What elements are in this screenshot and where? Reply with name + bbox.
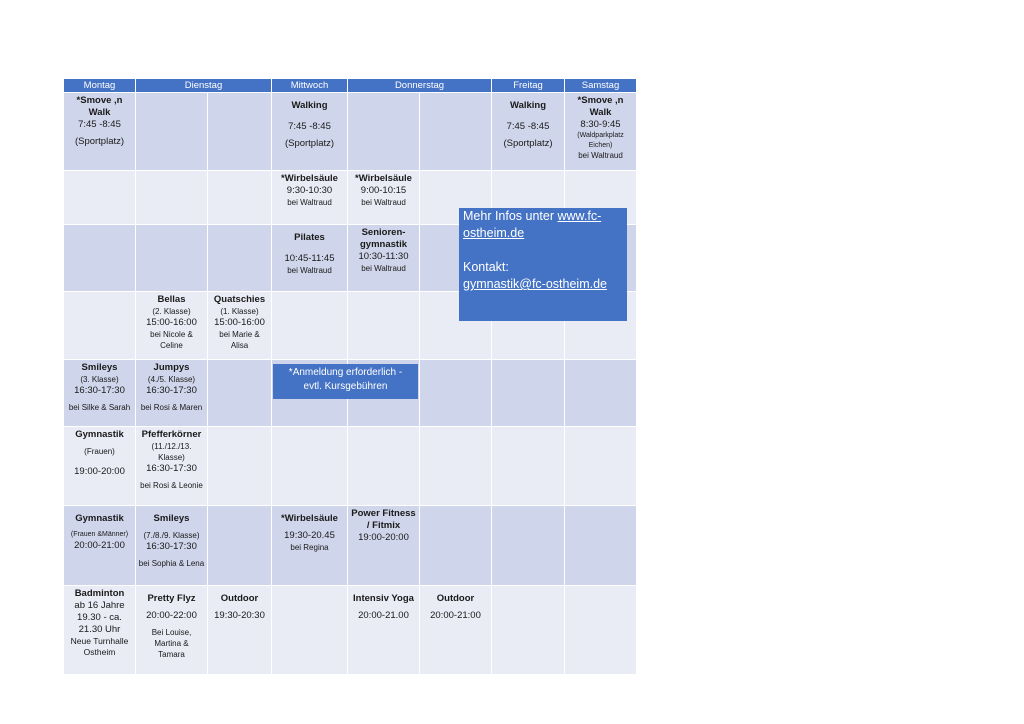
empty-cell	[348, 292, 420, 360]
course-cell	[136, 292, 208, 360]
course-name: Gymnastik	[75, 429, 124, 440]
table-row	[64, 506, 637, 586]
course-cell	[565, 93, 637, 171]
course-detail: (Frauen)	[84, 447, 115, 456]
course-cell	[348, 225, 420, 292]
course-time: 10:30-11:30	[358, 251, 409, 262]
empty-cell	[64, 292, 136, 360]
website-link[interactable]: www.fc-	[557, 209, 602, 223]
empty-cell	[208, 427, 272, 506]
course-cell	[136, 360, 208, 427]
course-time: 16:30-17:30	[146, 463, 197, 474]
course-trainer: bei Silke & Sarah	[68, 403, 131, 412]
contact-label: Kontakt:	[463, 260, 509, 274]
course-place: (Sportplatz)	[503, 138, 553, 149]
registration-note	[273, 364, 418, 399]
course-time: 21.30 Uhr	[78, 624, 121, 635]
empty-cell	[208, 225, 272, 292]
course-cell	[348, 586, 420, 675]
empty-cell	[208, 93, 272, 171]
course-time: 16:30-17:30	[74, 385, 125, 396]
course-cell	[272, 93, 348, 171]
course-name: Outdoor	[220, 593, 259, 604]
course-name: Intensiv Yoga	[353, 593, 414, 604]
course-time: 7:45 -8:45	[506, 121, 550, 132]
course-detail: (Frauen &Männer)	[70, 531, 129, 538]
course-detail: ab 16 Jahre	[74, 600, 125, 611]
header-row	[64, 79, 637, 93]
day-header-thursday: Donnerstag	[348, 79, 492, 93]
course-cell	[492, 93, 565, 171]
course-name: Pfefferkörner	[141, 429, 202, 440]
empty-cell	[565, 506, 637, 586]
course-cell	[64, 427, 136, 506]
course-cell	[272, 225, 348, 292]
course-name: Badminton	[74, 588, 125, 599]
empty-cell	[565, 586, 637, 675]
empty-cell	[565, 427, 637, 506]
empty-cell	[492, 427, 565, 506]
course-place: (Sportplatz)	[74, 136, 125, 147]
course-name: *Smove ,n Walk	[76, 95, 123, 118]
course-place: Neue Turnhalle Ostheim	[70, 636, 129, 657]
course-cell	[208, 586, 272, 675]
info-box	[459, 208, 627, 321]
course-name: Pilates	[294, 232, 325, 243]
website-link-continued[interactable]: ostheim.de	[463, 226, 525, 240]
course-time: 19:00-20:00	[74, 466, 125, 477]
course-name: Walking	[509, 100, 547, 111]
empty-cell	[136, 171, 208, 225]
course-time: 7:45 -8:45	[78, 119, 121, 130]
empty-cell	[492, 360, 565, 427]
course-detail: (3. Klasse)	[80, 375, 119, 384]
course-trainer: Bei Louise, Martina & Tamara	[151, 628, 192, 659]
course-detail: (11./12./13. Klasse)	[151, 442, 192, 462]
course-name: Walking	[291, 100, 328, 111]
course-cell	[64, 93, 136, 171]
course-name: Quatschies	[213, 294, 266, 305]
course-time: 10:45-11:45	[284, 253, 335, 264]
course-trainer: bei Waltraud	[287, 198, 332, 207]
empty-cell	[136, 93, 208, 171]
course-cell	[272, 171, 348, 225]
course-name: Gymnastik	[75, 513, 124, 524]
course-trainer: bei Rosi & Maren	[140, 403, 203, 412]
course-time: 7:45 -8:45	[288, 121, 331, 132]
course-time: 19:30-20:30	[214, 610, 265, 621]
course-cell	[348, 171, 420, 225]
empty-cell	[64, 225, 136, 292]
course-name: *Wirbelsäule	[281, 513, 338, 524]
course-trainer: bei Marie & Alisa	[219, 330, 260, 350]
course-trainer: bei Rosi & Leonie	[140, 481, 203, 490]
empty-cell	[348, 93, 420, 171]
table-row	[64, 427, 637, 506]
course-name: Pretty Flyz	[147, 593, 196, 604]
day-header-tuesday: Dienstag	[136, 79, 272, 93]
course-detail: (1. Klasse)	[220, 307, 259, 316]
course-time: 20:00-21:00	[430, 610, 481, 621]
course-time: 9:00-10:15	[360, 185, 407, 196]
empty-cell	[272, 586, 348, 675]
course-place: (Sportplatz)	[284, 138, 335, 149]
day-header-wednesday: Mittwoch	[272, 79, 348, 93]
course-time: 20:00-21.00	[358, 610, 409, 621]
course-time: 15:00-16:00	[214, 317, 265, 328]
course-trainer: bei Regina	[290, 543, 329, 552]
course-cell	[64, 506, 136, 586]
empty-cell	[272, 427, 348, 506]
course-detail: (4./5. Klasse)	[147, 375, 196, 384]
course-name: *Wirbelsäule	[355, 173, 412, 184]
day-header-saturday: Samstag	[565, 79, 637, 93]
empty-cell	[420, 360, 492, 427]
course-name: *Smove ,n Walk	[577, 95, 624, 118]
empty-cell	[348, 427, 420, 506]
empty-cell	[420, 427, 492, 506]
empty-cell	[208, 360, 272, 427]
empty-cell	[420, 506, 492, 586]
empty-cell	[492, 506, 565, 586]
empty-cell	[208, 506, 272, 586]
course-name: Senioren-gymnastik	[360, 227, 407, 250]
day-header-friday: Freitag	[492, 79, 565, 93]
course-name: Smileys	[153, 513, 190, 524]
info-text: Mehr Infos unter	[463, 209, 555, 223]
course-time: 16:30-17:30	[146, 385, 197, 396]
table-row	[64, 586, 637, 675]
course-time: 20:00-22:00	[146, 610, 197, 621]
course-cell	[64, 360, 136, 427]
course-cell	[136, 586, 208, 675]
course-time: 8:30-9:45	[580, 119, 621, 130]
course-trainer: bei Waltraud	[578, 151, 623, 160]
course-name: Smileys	[81, 362, 118, 373]
course-time: 19:00-20:00	[358, 532, 409, 543]
day-header-monday: Montag	[64, 79, 136, 93]
course-time: 16:30-17:30	[146, 541, 197, 552]
course-cell	[272, 506, 348, 586]
course-trainer: bei Waltraud	[361, 198, 406, 207]
course-cell	[420, 586, 492, 675]
empty-cell	[420, 93, 492, 171]
course-name: Jumpys	[153, 362, 190, 373]
course-cell	[136, 427, 208, 506]
course-trainer: bei Sophia & Lena	[138, 559, 205, 568]
course-name: Bellas	[157, 294, 186, 305]
empty-cell	[64, 171, 136, 225]
course-trainer: bei Waltraud	[287, 266, 332, 275]
empty-cell	[136, 225, 208, 292]
course-name: Outdoor	[436, 593, 475, 604]
course-trainer: bei Nicole & Celine	[150, 330, 193, 350]
course-time: 20:00-21:00	[74, 539, 125, 551]
course-time: 15:00-16:00	[146, 317, 197, 328]
empty-cell	[208, 171, 272, 225]
course-cell	[136, 506, 208, 586]
empty-cell	[272, 292, 348, 360]
course-cell	[208, 292, 272, 360]
email-link[interactable]: gymnastik@fc-ostheim.de	[463, 277, 607, 291]
course-detail: (7./8./9. Klasse)	[143, 531, 200, 540]
course-trainer: bei Waltraud	[361, 264, 406, 273]
empty-cell	[565, 360, 637, 427]
course-time: 19.30 - ca.	[77, 612, 122, 623]
course-name: Power Fitness / Fitmix	[351, 508, 416, 531]
course-cell	[348, 506, 420, 586]
registration-text: *Anmeldung erforderlich -	[288, 367, 403, 378]
course-place: (Waldparkplatz Eichen)	[577, 132, 624, 149]
empty-cell	[492, 586, 565, 675]
registration-fee-text: evtl. Kursgebühren	[303, 381, 388, 392]
course-time: 19:30-20.45	[284, 530, 335, 541]
course-time: 9:30-10:30	[286, 185, 333, 196]
course-cell	[64, 586, 136, 675]
course-name: *Wirbelsäule	[281, 173, 338, 184]
table-row	[64, 93, 637, 171]
course-detail: (2. Klasse)	[152, 307, 191, 316]
